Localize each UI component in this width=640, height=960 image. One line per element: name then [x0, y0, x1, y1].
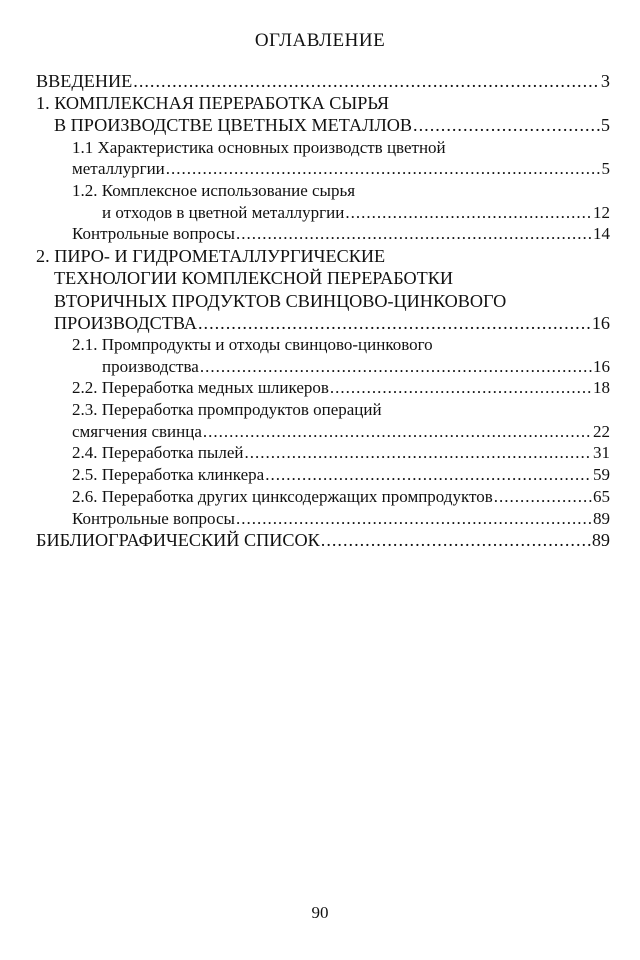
toc-entry-title: 2.5. Переработка клинкера: [72, 465, 265, 485]
toc-entry-title: Контрольные вопросы: [72, 508, 235, 528]
toc-entry-page: 12: [593, 202, 610, 222]
toc-entry-title: производства: [102, 356, 199, 376]
toc-entry-page: 14: [593, 224, 610, 244]
toc-entry-title: 2.4. Переработка пылей: [72, 443, 244, 463]
toc-entry: [36, 70, 610, 92]
toc-entry: [36, 421, 610, 443]
dot-leader: [321, 529, 591, 551]
toc-entry: [36, 202, 610, 224]
toc-entry-title: 2. ПИРО- И ГИДРОМЕТАЛЛУРГИЧЕСКИЕ: [36, 246, 386, 267]
toc-entry: [36, 442, 610, 464]
dot-leader: [494, 486, 592, 508]
toc-entry-page: 5: [600, 115, 610, 136]
dot-leader: [133, 70, 600, 92]
toc-entry-title: и отходов в цветной металлургии: [102, 202, 345, 222]
toc-entry: [36, 223, 610, 245]
toc-entry-title: металлургии: [72, 159, 165, 179]
toc-entry: [36, 114, 610, 136]
toc-entry-title: 1.1 Характеристика основных производств цветной: [72, 137, 446, 157]
toc-entry: [36, 399, 610, 421]
toc-entry: [36, 267, 610, 289]
toc-entry: [36, 137, 610, 159]
dot-leader: [236, 223, 592, 245]
toc-entry-title: 2.2. Переработка медных шликеров: [72, 378, 329, 398]
toc-entry-page: 59: [593, 465, 610, 485]
table-of-contents: [36, 70, 610, 551]
dot-leader: [330, 377, 592, 399]
dot-leader: [244, 442, 592, 464]
toc-entry: [36, 334, 610, 356]
toc-entry: [36, 245, 610, 267]
toc-entry-title: 1.2. Комплексное использование сырья: [72, 181, 356, 201]
toc-entry: [36, 529, 610, 551]
toc-entry-page: 5: [601, 159, 610, 179]
toc-entry-title: В ПРОИЗВОДСТВЕ ЦВЕТНЫХ МЕТАЛЛОВ: [54, 115, 413, 136]
toc-entry-title: ВВЕДЕНИЕ: [36, 71, 133, 91]
toc-entry-title: 2.6. Переработка других цинксодержащих промпродуктов: [72, 486, 493, 506]
dot-leader: [166, 158, 601, 180]
toc-entry-title: ПРОИЗВОДСТВА: [54, 312, 197, 333]
toc-entry: [36, 486, 610, 508]
toc-entry-page: 3: [600, 71, 610, 91]
toc-entry-title: Контрольные вопросы: [72, 224, 235, 244]
toc-entry-page: 18: [593, 378, 610, 398]
dot-leader: [345, 202, 592, 224]
toc-entry-page: 89: [591, 530, 610, 551]
toc-entry-title: 2.1. Промпродукты и отходы свинцово-цинкового: [72, 334, 433, 354]
dot-leader: [413, 114, 600, 136]
toc-entry-page: 89: [593, 508, 610, 528]
toc-entry-title: 2.3. Переработка промпродуктов операций: [72, 400, 382, 420]
toc-entry-page: 65: [593, 486, 610, 506]
page-title: ОГЛАВЛЕНИЕ: [254, 30, 386, 51]
toc-entry: [36, 180, 610, 202]
toc-entry: [36, 158, 610, 180]
dot-leader: [203, 421, 592, 443]
dot-leader: [198, 312, 591, 334]
toc-entry: [36, 312, 610, 334]
toc-entry: [36, 92, 610, 114]
toc-entry: [36, 356, 610, 378]
toc-entry: [36, 508, 610, 530]
dot-leader: [236, 508, 592, 530]
toc-entry-title: смягчения свинца: [72, 421, 202, 441]
toc-entry-page: 16: [591, 312, 610, 333]
toc-entry-title: ТЕХНОЛОГИИ КОМПЛЕКСНОЙ ПЕРЕРАБОТКИ: [54, 268, 454, 289]
toc-entry: [36, 377, 610, 399]
toc-entry-page: 31: [593, 443, 610, 463]
toc-entry-title: ВТОРИЧНЫХ ПРОДУКТОВ СВИНЦОВО-ЦИНКОВОГО: [54, 290, 507, 311]
toc-entry-title: БИБЛИОГРАФИЧЕСКИЙ СПИСОК: [36, 530, 320, 551]
toc-entry-page: 22: [593, 421, 610, 441]
dot-leader: [265, 464, 592, 486]
page-number: 90: [311, 903, 329, 922]
toc-entry: [36, 290, 610, 312]
toc-entry-page: 16: [593, 356, 610, 376]
toc-entry: [36, 464, 610, 486]
toc-entry-title: 1. КОМПЛЕКСНАЯ ПЕРЕРАБОТКА СЫРЬЯ: [36, 93, 389, 114]
dot-leader: [200, 356, 592, 378]
